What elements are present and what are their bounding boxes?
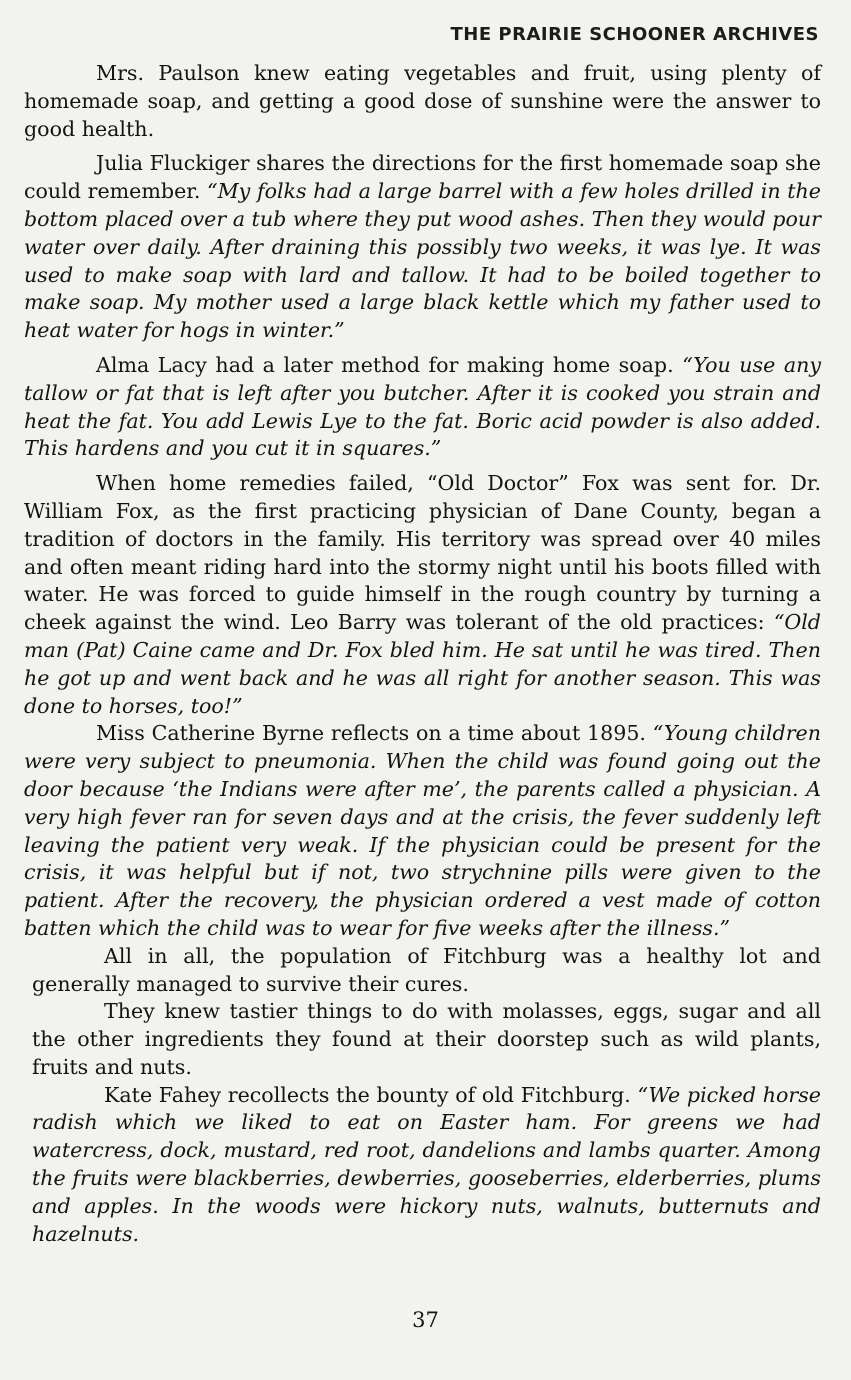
paragraph-fitchburg-health <box>24 943 821 999</box>
paragraph-quote: “You use any tallow or fat that is left after you butcher. After it is cooked you strain and heat the fat. You add Lewis Lye to the fat. Boric acid powder is also added. This hardens and you cut it in squares.” <box>24 352 822 461</box>
paragraph-text: All in all, the population of Fitchburg was a healthy lot and generally managed to survive their cures. <box>32 943 821 996</box>
paragraph-fox <box>24 470 821 720</box>
running-header: THE PRAIRIE SCHOONER ARCHIVES <box>450 24 819 45</box>
paragraph-fahey <box>24 1082 821 1249</box>
page-number: 37 <box>412 1308 439 1332</box>
paragraph-quote: “We picked horse radish which we liked to eat on Easter ham. For greens we had watercress, dock, mustard, red root, dandelions and lambs quarter. Among the fruits were blackberries, dewberries, gooseberries, elderberries, plums and apples. In the woods were hickory nuts, walnuts, butternuts and hazelnuts. <box>32 1082 821 1246</box>
paragraph-quote: “My folks had a large barrel with a few holes drilled in the bottom placed over a tub where they put wood ashes. Then they would pour water over daily. After draining this possibly two weeks, it was lye. It was used to make soap with lard and tallow. It had to be boiled together to make soap. My mother used a large black kettle which my father used to heat water for hogs in winter.” <box>24 179 821 343</box>
article-body <box>24 60 821 1248</box>
paragraph-ingredients <box>24 998 821 1081</box>
paragraph-fluckiger <box>24 150 821 345</box>
paragraph-text: They knew tastier things to do with molasses, eggs, sugar and all the other ingredients they found at their doorstep such as wild plants, fruits and nuts. <box>32 999 821 1079</box>
paragraph-text: Miss Catherine Byrne reflects on a time about 1895. <box>96 721 653 746</box>
paragraph-text: Kate Fahey recollects the bounty of old Fitchburg. <box>104 1082 638 1107</box>
paragraph-text: Mrs. Paulson knew eating vegetables and fruit, using plenty of homemade soap, and getting a good dose of sunshine were the answer to good health. <box>24 61 821 141</box>
paragraph-lacy <box>24 352 821 463</box>
paragraph-quote: “Old man (Pat) Caine came and Dr. Fox bled him. He sat until he was tired. Then he got up and went back and he was all right for another season. This was done to horses, too!” <box>24 610 821 718</box>
paragraph-quote: “Young children were very subject to pneumonia. When the child was found going out the door because ‘the Indians were after me’, the parents called a physician. A very high fever ran for seven days and at the crisis, the fever suddenly left leaving the patient very weak. If the physician could be present for the crisis, it was helpful but if not, two strychnine pills were given to the patient. After the recovery, the physician ordered a vest made of cotton batten which the child was to wear for five weeks after the illness.” <box>24 721 821 940</box>
paragraph-text: Alma Lacy had a later method for making home soap. <box>96 352 683 377</box>
paragraph-text: When home remedies failed, “Old Doctor” Fox was sent for. Dr. William Fox, as the first practicing physician of Dane County, began a tradition of doctors in the family. His territory was spread over 40 miles and often meant riding hard into the stormy night until his boots filled with water. He was forced to guide himself in the rough country by turning a cheek against the wind. Leo Barry was tolerant of the old practices: <box>24 471 821 635</box>
paragraph-text: Julia Fluckiger shares the directions for the first homemade soap she could remember. <box>24 151 821 204</box>
paragraph-paulson <box>24 60 821 143</box>
paragraph-byrne <box>24 720 821 942</box>
